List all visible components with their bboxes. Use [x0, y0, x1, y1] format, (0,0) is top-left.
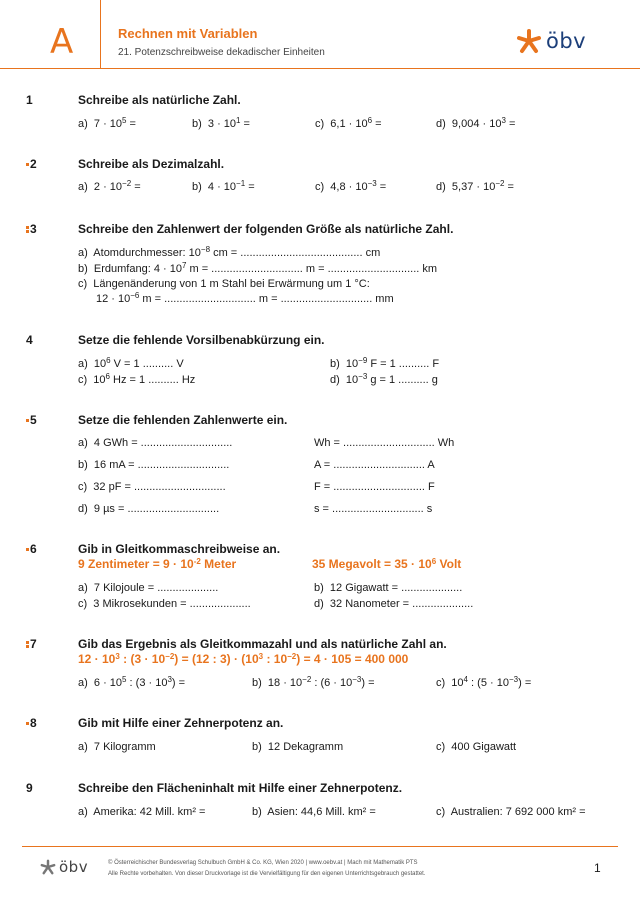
task-item: c) $10^6$ Hz = 1 .......... Hz [78, 372, 196, 386]
task-item: b) Erdumfang: $4 \cdot 10^7$ m = .............................. m = .............................. km [78, 261, 438, 275]
task-title: Gib in Gleitkommaschreibweise an. [78, 542, 281, 556]
chapter-letter: A [50, 22, 74, 62]
star-icon [516, 28, 542, 54]
task-number: 6 [26, 542, 50, 556]
task-item: a) $10^6$ V = 1 .......... V [78, 356, 184, 370]
task-item: b) $3 \cdot 10^1$ = [192, 116, 250, 130]
task-item: d) $9,004 \cdot 10^3$ = [436, 116, 516, 130]
task-item-answer: Wh = .............................. Wh [314, 437, 455, 449]
difficulty-marker [26, 641, 29, 648]
footer-logo [40, 858, 88, 876]
task-item-answer: s = .............................. s [314, 503, 433, 515]
task-item: b) 16 mA = .............................. [78, 459, 230, 471]
page-subtitle: 21. Potenzschreibweise dekadischer Einheiten [118, 47, 325, 58]
header-divider [100, 0, 101, 68]
difficulty-marker [26, 722, 29, 725]
task-item-continuation: $12 \cdot 10^{-6}$ m = .............................. m = .............................. mm [96, 291, 394, 305]
task-title: Gib mit Hilfe einer Zehnerpotenz an. [78, 716, 284, 730]
publisher-logo [516, 28, 586, 54]
task-number: 3 [26, 222, 50, 236]
footer-rule [22, 846, 618, 847]
task-item: a) 4 GWh = .............................. [78, 437, 233, 449]
task-item: c) 32 pF = .............................. [78, 481, 226, 493]
rights-note: Alle Rechte vorbehalten. Von dieser Druckvorlage ist die Vervielfältigung für den eigenen Unterrichtsgebrauch gestattet. [108, 871, 426, 877]
task-title: Setze die fehlenden Zahlenwerte ein. [78, 413, 288, 427]
page-number: 1 [594, 861, 601, 875]
task-number: 2 [26, 157, 50, 171]
task-item: d) $5,37 \cdot 10^{-2}$ = [436, 179, 514, 193]
task-item: a) 7 Kilogramm [78, 741, 156, 753]
task-item-answer: F = .............................. F [314, 481, 435, 493]
task-number: 5 [26, 413, 50, 427]
task-item: c) $10^4$ : $(5 \cdot 10^{-3})$ = [436, 675, 532, 689]
footer-logo-text: öbv [59, 858, 89, 876]
task-item: a) $6 \cdot 10^5$ : $(3 \cdot 10^3)$ = [78, 675, 186, 689]
task-title: Schreibe den Zahlenwert der folgenden Größe als natürliche Zahl. [78, 222, 454, 236]
task-title: Gib das Ergebnis als Gleitkommazahl und als natürliche Zahl an. [78, 637, 447, 651]
task-number: 8 [26, 716, 50, 730]
task-item: b) $18 \cdot 10^{-2}$ : $(6 \cdot 10^{-3})$ = [252, 675, 375, 689]
task-item: b) 12 Dekagramm [252, 741, 344, 753]
logo-text: öbv [546, 29, 587, 53]
header-rule [0, 68, 640, 69]
task-item: b) 12 Gigawatt = .................... [314, 582, 463, 594]
difficulty-marker [26, 548, 29, 551]
task-item: a) Atomdurchmesser: $10^{-8}$ cm = ........................................ cm [78, 245, 381, 259]
task-title: Schreibe als natürliche Zahl. [78, 93, 241, 107]
task-item: c) $4,8 \cdot 10^{-3}$ = [315, 179, 387, 193]
task-item: c) Längenänderung von 1 m Stahl bei Erwärmung um 1 °C: [78, 278, 370, 290]
task-item: c) $6,1 \cdot 10^6$ = [315, 116, 382, 130]
page-title: Rechnen mit Variablen [118, 26, 258, 41]
difficulty-marker [26, 226, 29, 233]
difficulty-marker [26, 419, 29, 422]
task-item: d) 32 Nanometer = .................... [314, 598, 474, 610]
task-number: 9 [26, 781, 33, 795]
task-item: c) 3 Mikrosekunden = .................... [78, 598, 251, 610]
task-item: d) $10^{-3}$ g = 1 .......... g [330, 372, 438, 386]
task-item: a) 7 Kilojoule = .................... [78, 582, 219, 594]
task-item: a) $2 \cdot 10^{-2}$ = [78, 179, 141, 193]
task-item: a) Amerika: 42 Mill. km² = [78, 806, 206, 818]
task-title: Schreibe den Flächeninhalt mit Hilfe einer Zehnerpotenz. [78, 781, 403, 795]
task-number: 7 [26, 637, 50, 651]
task-item: a) $7 \cdot 10^5$ = [78, 116, 136, 130]
worked-example: 9 Zentimeter = $9 \cdot 10^{-2}$ Meter [78, 557, 237, 571]
worked-example: $12 \cdot 10^3$ : $(3 \cdot 10^{-2}) = (12$ : $3) \cdot (10^3$ : $10^{-2}) = 4 \cdot 105 = 400$ 000 [78, 652, 409, 666]
task-item: b) Asien: 44,6 Mill. km² = [252, 806, 376, 818]
copyright-text: © Österreichischer Bundesverlag Schulbuch GmbH & Co. KG, Wien 2020 | www.oebv.at | Mach mit Mathematik PTS [108, 860, 418, 866]
task-item-answer: A = .............................. A [314, 459, 435, 471]
task-item: c) Australien: 7 692 000 km² = [436, 806, 586, 818]
task-item: b) $10^{-9}$ F = 1 .......... F [330, 356, 440, 370]
difficulty-marker [26, 163, 29, 166]
worked-example: 35 Megavolt = $35 \cdot 10^6$ Volt [312, 557, 462, 571]
task-item: c) 400 Gigawatt [436, 741, 517, 753]
task-item: b) $4 \cdot 10^{-1}$ = [192, 179, 255, 193]
task-title: Setze die fehlende Vorsilbenabkürzung ein. [78, 333, 325, 347]
task-number: 1 [26, 93, 33, 107]
task-title: Schreibe als Dezimalzahl. [78, 157, 225, 171]
task-item: d) 9 µs = .............................. [78, 503, 220, 515]
star-icon [40, 859, 56, 875]
task-number: 4 [26, 333, 33, 347]
